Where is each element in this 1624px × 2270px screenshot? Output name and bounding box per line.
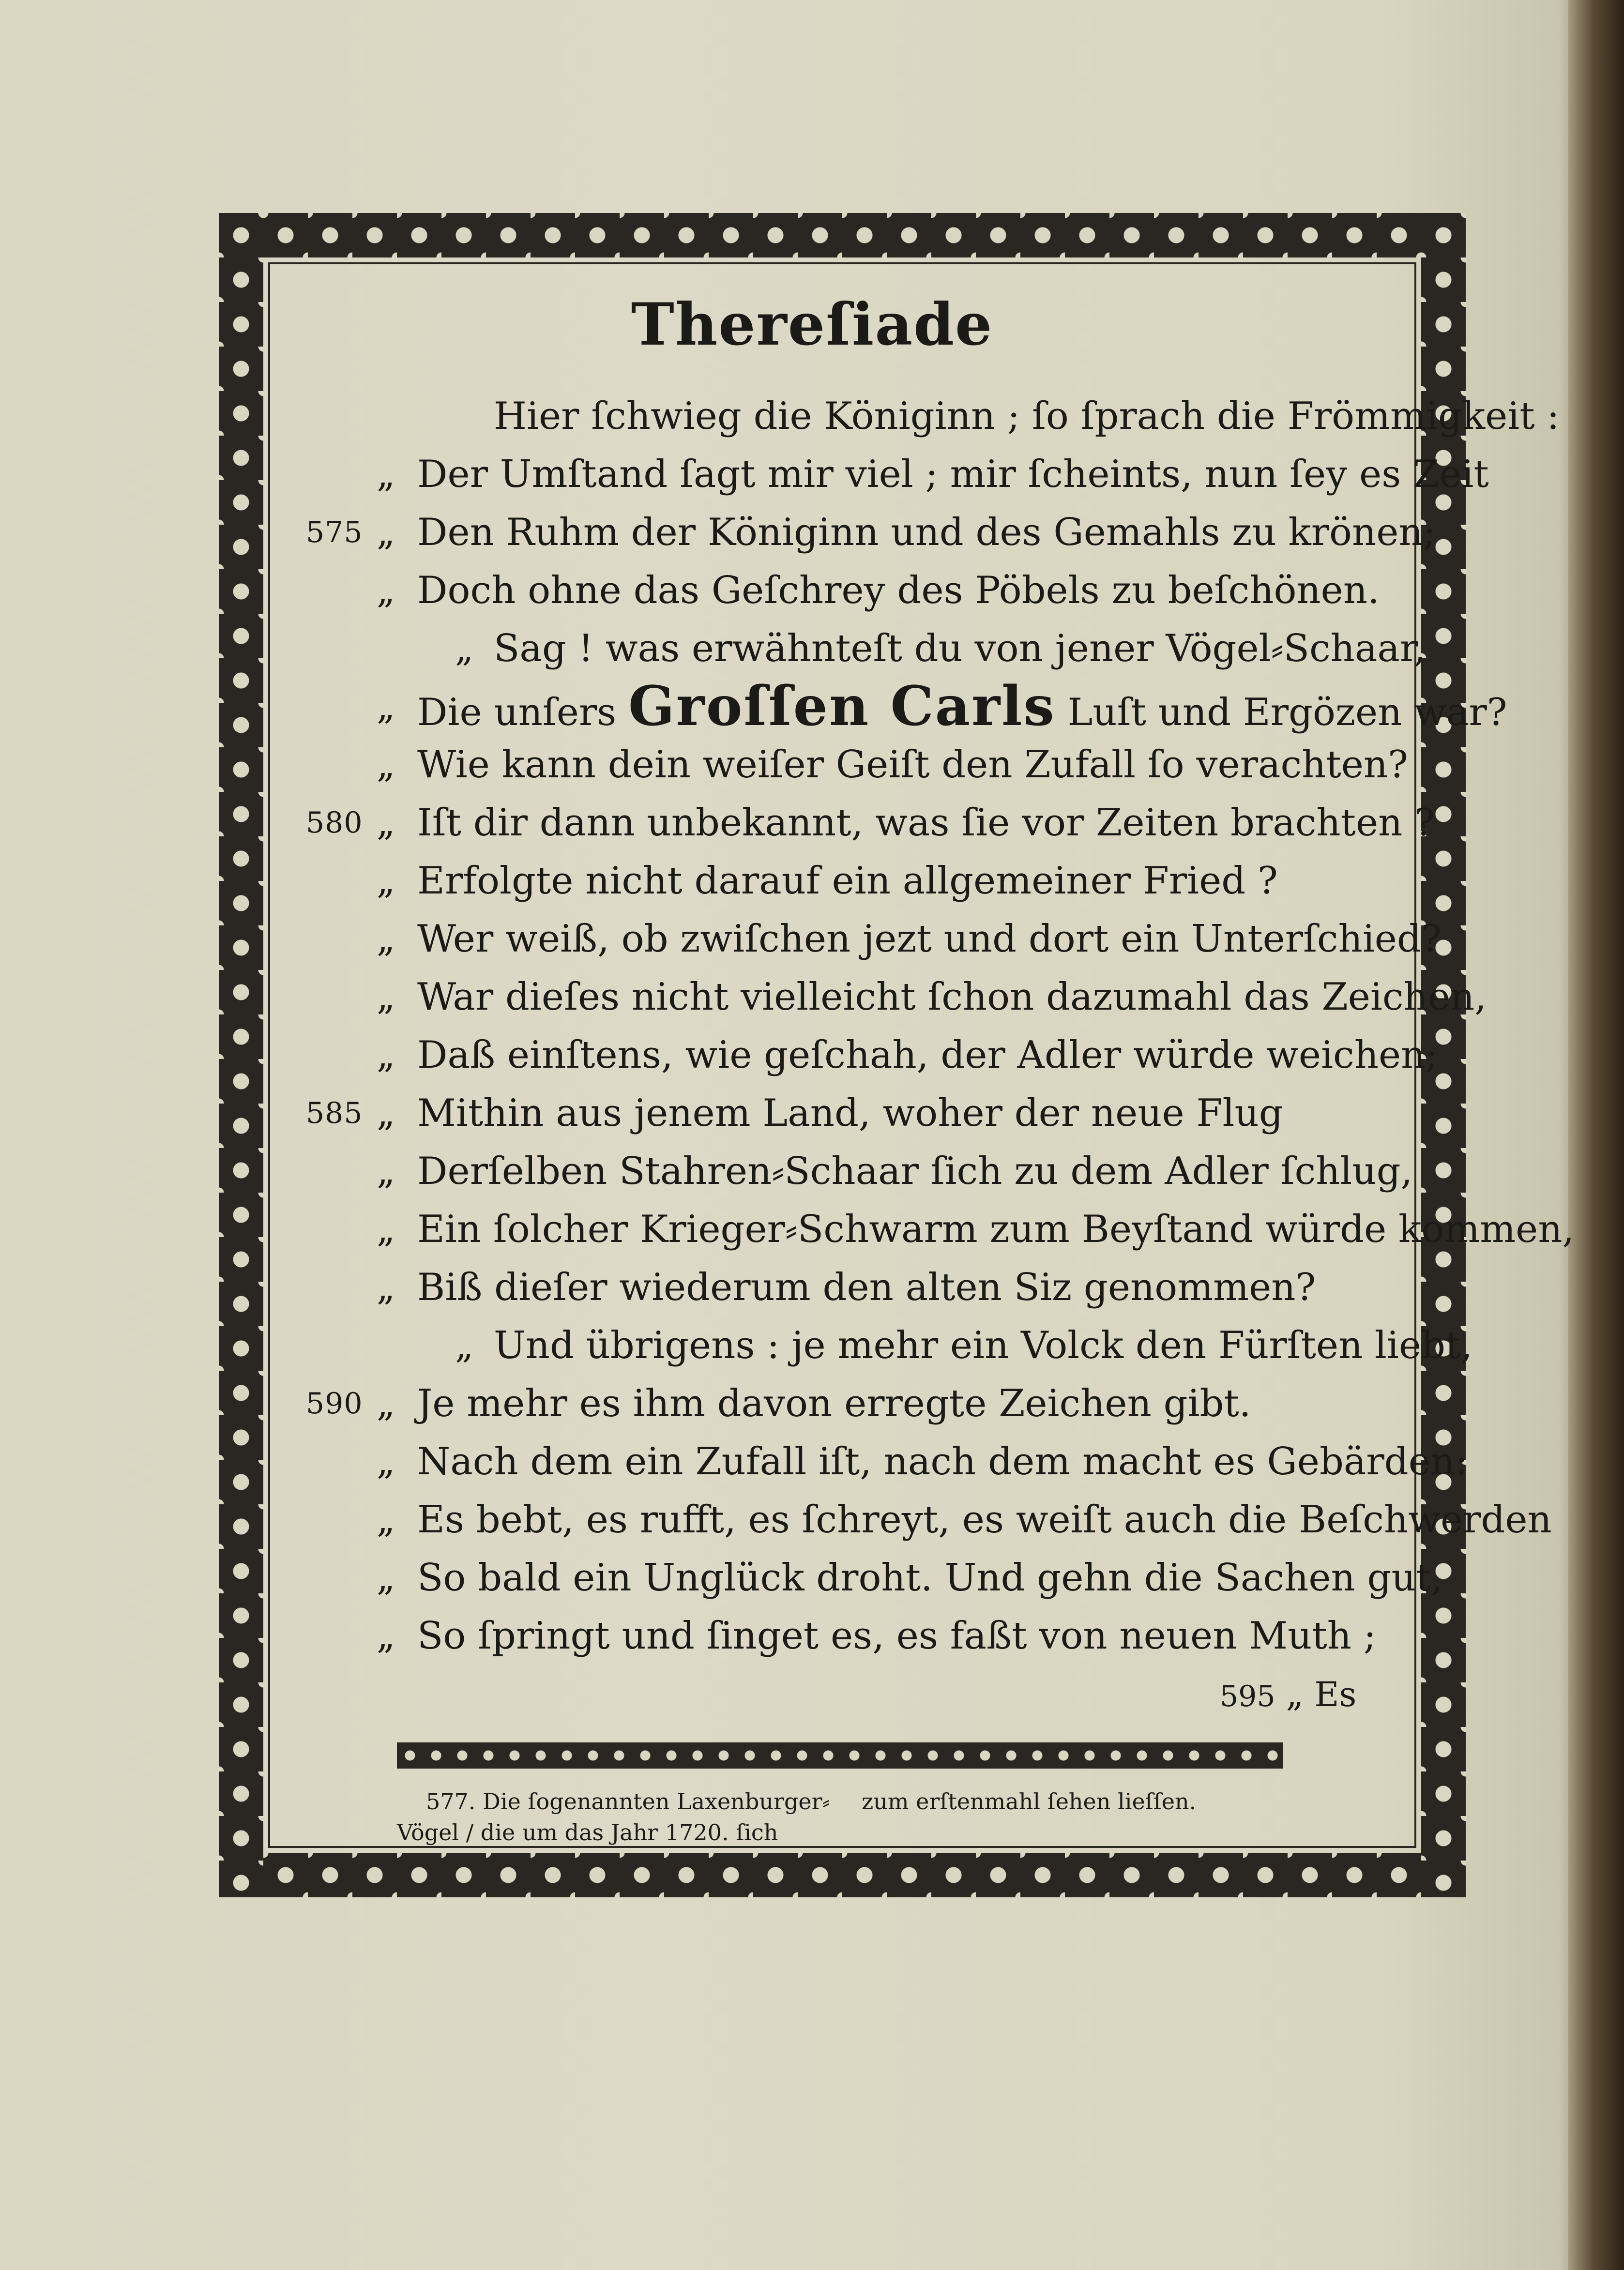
line-text-after: Luſt und Ergözen war? [1055,691,1507,734]
line-text: Der Umſtand ſagt mir viel ; mir ſcheints, nun ſey es Zeit [417,453,1489,496]
poem-line [0,1258,1624,1317]
poem-line [0,968,1624,1026]
poem-line [0,1491,1624,1549]
quote-mark: „ [377,976,395,1018]
line-text: Wie kann dein weiſer Geiſt den Zufall ſo verachten? [417,743,1408,787]
line-text: So bald ein Unglück droht. Und gehn die Sachen gut, [417,1556,1443,1600]
line-number: 585 [306,1096,363,1130]
poem-line [0,736,1624,794]
poem-line [0,387,1624,445]
catchword-number: 595 [1220,1680,1275,1713]
ornamental-divider [397,1742,1283,1769]
poem-line [0,561,1624,620]
quote-mark: „ [377,802,395,844]
line-text: Wer weiß, ob zwiſchen jezt und dort ein Unterſchied? [417,917,1442,961]
quote-mark: „ [377,512,395,553]
emphasized-name: Groſſen Carls [628,675,1056,738]
line-text: Hier ſchwieg die Königinn ; ſo ſprach die Frömmigkeit : [494,394,1560,438]
poem-line [0,675,1624,738]
quote-mark: „ [377,1499,395,1541]
poem-line [0,1026,1624,1084]
poem-line [0,445,1624,503]
quote-mark: „ [377,570,395,611]
footnote-line: 577. Die ſogenannten Laxenburger⸗ [426,1788,830,1815]
line-number: 580 [306,806,363,840]
line-text: Doch ohne das Geſchrey des Pöbels zu beſchönen. [417,569,1380,612]
line-text: Mithin aus jenem Land, woher der neue Flug [417,1091,1283,1135]
quote-mark: „ [455,628,474,669]
quote-mark: „ [377,1267,395,1308]
quote-mark: „ [377,1441,395,1483]
poem-line [0,852,1624,910]
quote-mark: „ [377,1092,395,1134]
quote-mark: „ [377,918,395,960]
quote-mark: „ [377,1034,395,1076]
poem-line [0,1142,1624,1200]
line-text: Derſelben Stahren⸗Schaar ſich zu dem Adler ſchlug, [417,1150,1413,1193]
catchword-quote: „ [1286,1675,1304,1714]
quote-mark: „ [377,454,395,495]
poem-line [0,1084,1624,1142]
quote-mark: „ [377,1209,395,1250]
page-title: Thereſiade [631,290,993,359]
line-text [417,675,1507,742]
footnote-line: Vögel / die um das Jahr 1720. ſich [397,1819,778,1846]
catchword-word: Es [1314,1675,1357,1714]
poem-line [0,910,1624,968]
quote-mark: „ [377,860,395,902]
quote-mark: „ [377,1150,395,1192]
poem-line [0,1200,1624,1258]
line-text: Iſt dir dann unbekannt, was ſie vor Zeiten brachten ? [417,801,1435,845]
line-text: Nach dem ein Zufall iſt, nach dem macht es Gebärden: [417,1440,1468,1483]
poem-line [0,1317,1624,1375]
line-text: Ein ſolcher Krieger⸗Schwarm zum Beyſtand würde kommen, [417,1208,1575,1251]
poem-line [0,1433,1624,1491]
footnote-line: zum erſtenmahl ſehen lieſſen. [862,1788,1197,1815]
line-text: Und übrigens : je mehr ein Volck den Fürſten liebt, [494,1324,1473,1367]
poem-line [0,503,1624,561]
border-bottom [219,1853,1466,1897]
line-number: 575 [306,515,363,549]
footnote-column-left [397,1786,833,1848]
quote-mark: „ [377,744,395,786]
poem-line [0,1607,1624,1665]
poem-line [0,1549,1624,1607]
line-text: War dieſes nicht vielleicht ſchon dazumahl das Zeichen, [417,975,1487,1019]
quote-mark: „ [377,1557,395,1599]
line-text: Daß einſtens, wie geſchah, der Adler würde weichen; [417,1033,1438,1077]
quote-mark: „ [377,1615,395,1657]
catchword [1220,1675,1356,1714]
footnote-column-right [862,1786,1297,1817]
line-text: Es bebt, es rufft, es ſchreyt, es weiſt auch die Beſchwerden [417,1498,1552,1542]
line-text: So ſpringt und ſinget es, es faßt von neuen Muth ; [417,1614,1377,1658]
line-text: Den Ruhm der Königinn und des Gemahls zu krönen; [417,511,1436,554]
border-top [219,213,1466,257]
line-text: Je mehr es ihm davon erregte Zeichen gibt. [417,1382,1251,1425]
poem-line [0,1375,1624,1433]
poem-line [0,794,1624,852]
quote-mark: „ [377,1383,395,1424]
line-text: Erfolgte nicht darauf ein allgemeiner Fried ? [417,859,1278,903]
line-number: 590 [306,1387,363,1421]
poem-line [0,620,1624,678]
quote-mark: „ [455,1325,474,1366]
quote-mark: „ [377,686,395,727]
line-text-before: Die unſers [417,691,629,734]
line-text: Biß dieſer wiederum den alten Siz genommen? [417,1266,1316,1309]
line-text: Sag ! was erwähnteſt du von jener Vögel⸗Schaar, [494,627,1426,670]
